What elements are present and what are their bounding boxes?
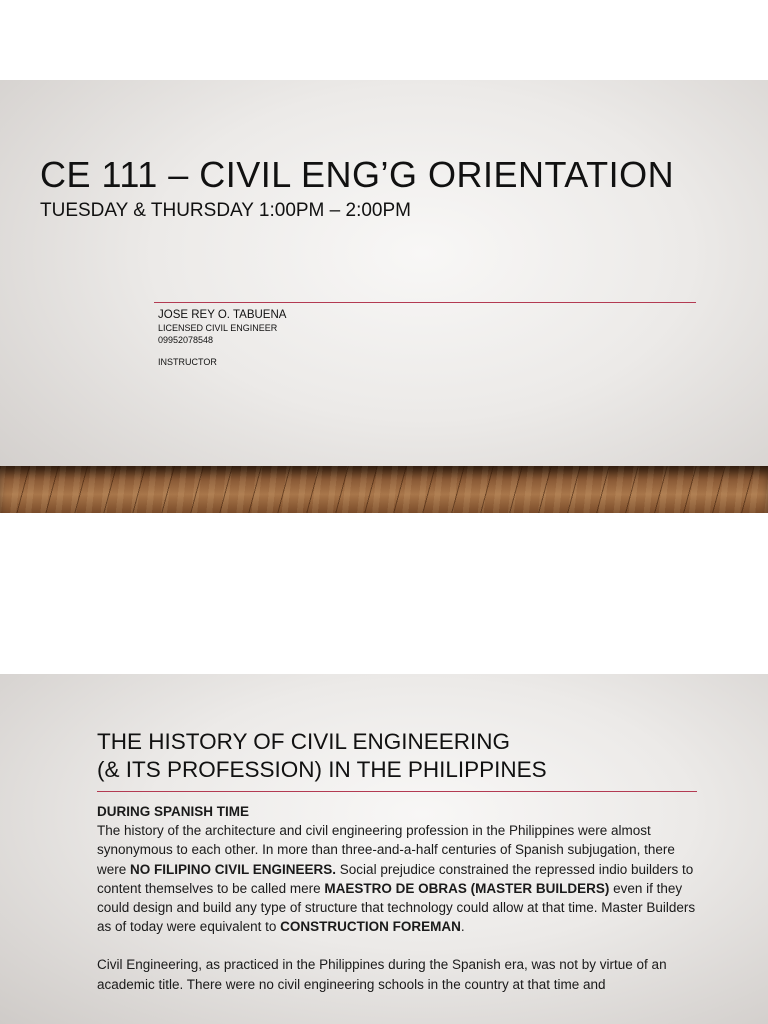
para1-text-4: .	[460, 919, 465, 935]
license-label: LICENSED CIVIL ENGINEER	[158, 323, 278, 333]
divider-line	[97, 791, 697, 792]
para1-text-3: even if they could design and build any type of structure that technology could allow at that time. Master Builders as of today were equivalent to	[97, 880, 696, 935]
divider-line	[154, 302, 696, 303]
instructor-name: JOSE REY O. TABUENA	[158, 309, 287, 321]
title-slide	[0, 80, 768, 513]
slide-subtitle: TUESDAY & THURSDAY 1:00PM – 2:00PM	[40, 200, 411, 221]
content-slide	[0, 674, 768, 1024]
slide-title: CE 111 – CIVIL ENG’G ORIENTATION	[40, 154, 675, 195]
title-line-1: THE HISTORY OF CIVIL ENGINEERING	[97, 729, 510, 754]
wood-floor-decoration	[0, 466, 768, 513]
slide-body	[97, 802, 697, 994]
paragraph-2: Civil Engineering, as practiced in the Philippines during the Spanish era, was not by virtue of an academic title. There were no civil engineering schools in the country at that time and	[97, 957, 667, 992]
para1-text-1: The history of the architecture and civil engineering profession in the Philippines were almost synonymous to each other. In more than three-and-a-half centuries of Spanish subjugation, there were	[97, 823, 675, 877]
phone-number: 09952078548	[158, 335, 214, 345]
para1-bold-1: NO FILIPINO CIVIL ENGINEERS.	[130, 861, 337, 877]
paragraph-1	[97, 821, 697, 936]
para1-bold-3: CONSTRUCTION FOREMAN	[280, 919, 461, 935]
slide-title	[97, 728, 547, 784]
para1-text-2: Social prejudice constrained the repressed indio builders to content themselves to be called mere	[97, 861, 694, 896]
title-line-2: (& ITS PROFESSION) IN THE PHILIPPINES	[97, 757, 547, 782]
para1-bold-2: MAESTRO DE OBRAS (MASTER BUILDERS)	[324, 880, 610, 896]
section-heading: DURING SPANISH TIME	[97, 804, 250, 819]
role-label: INSTRUCTOR	[158, 357, 217, 367]
